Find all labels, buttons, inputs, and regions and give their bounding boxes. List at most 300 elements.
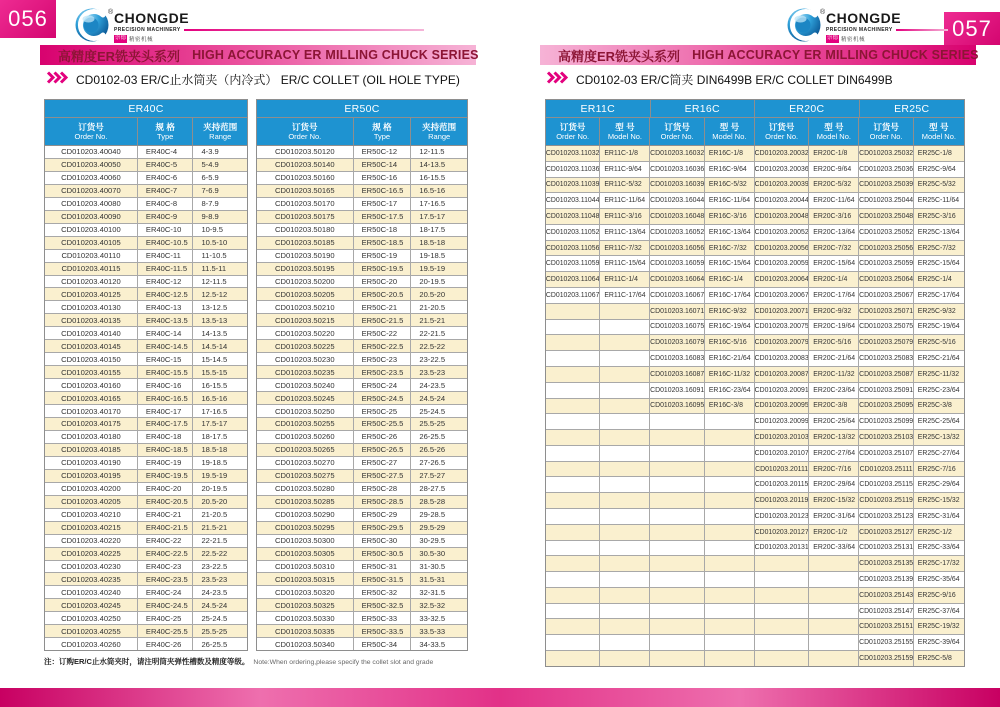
order-no-cell [650, 619, 704, 634]
order-no-cell: CD010203.40175 [45, 418, 138, 430]
order-no-cell: CD010203.20115 [755, 477, 809, 492]
brand-tagline: PRECISION MACHINERY [114, 27, 181, 33]
order-no-cell: CD010203.50320 [257, 586, 354, 598]
model-no-cell: ER25C-37/64 [917, 607, 960, 615]
model-no-cell: ER20C-17/64 [809, 288, 859, 303]
table-row [45, 496, 247, 509]
model-no-cell: ER25C-1/4 [917, 276, 952, 284]
order-no-cell: CD010203.50170 [257, 198, 354, 210]
brand-cn-text: 精密机械 [129, 37, 154, 43]
order-no-cell: CD010203.20091 [755, 383, 809, 398]
range-cell: 34-33.5 [419, 639, 446, 649]
column-header: 订货号 Order No. [546, 118, 600, 145]
model-no-cell: ER25C-35/64 [917, 575, 960, 583]
order-no-cell [546, 509, 600, 524]
model-no-cell [809, 635, 859, 650]
column-header: 规 格 Type [354, 118, 412, 145]
range-cell: 14-13.5 [201, 328, 228, 338]
order-no-cell: CD010203.16036 [650, 162, 704, 177]
model-no-cell: ER25C-17/64 [917, 291, 960, 299]
range-cell: 28.5-28 [419, 497, 446, 507]
model-no-cell: ER25C-3/16 [917, 213, 956, 221]
brand-cn-text: 精密机械 [841, 37, 866, 43]
product-subtitle-right [546, 71, 893, 88]
type-cell: ER50C-18 [354, 224, 412, 236]
order-no-cell [650, 604, 704, 619]
order-no-cell [650, 525, 704, 540]
model-no-cell [705, 414, 755, 429]
column-header: 订货号 Order No. [755, 118, 809, 145]
range-cell: 14.5-14 [201, 341, 228, 351]
order-no-cell: CD010203.40040 [45, 146, 138, 158]
order-no-cell: CD010203.25147 [859, 604, 913, 619]
range-cell: 16.5-16 [201, 393, 228, 403]
range-cell: 28-27.5 [419, 484, 446, 494]
model-no-cell: ER11C-3/16 [600, 209, 650, 224]
order-no-cell: CD010203.40185 [45, 444, 138, 456]
order-no-cell: CD010203.40150 [45, 353, 138, 365]
model-no-cell: ER25C-25/64 [917, 418, 960, 426]
table-row [257, 509, 467, 522]
table-row [45, 379, 247, 392]
globe-icon [786, 7, 822, 43]
order-no-cell: CD010203.25103 [859, 430, 913, 445]
model-no-cell: ER20C-13/32 [809, 430, 859, 445]
table-row [45, 586, 247, 599]
order-no-cell: CD010203.50265 [257, 444, 354, 456]
order-no-cell: CD010203.25111 [859, 462, 913, 477]
order-no-cell [546, 556, 600, 571]
range-cell: 21.5-21 [419, 315, 446, 325]
range-cell: 12.5-12 [201, 289, 228, 299]
order-no-cell: CD010203.25032 [859, 146, 913, 161]
table-row [546, 604, 964, 620]
order-no-cell [546, 351, 600, 366]
type-cell: ER40C-18.5 [138, 444, 194, 456]
order-no-cell: CD010203.25095 [859, 399, 913, 414]
order-no-cell: CD010203.20067 [755, 288, 809, 303]
type-cell: ER40C-5 [138, 159, 194, 171]
table-title: ER20C [755, 100, 860, 117]
table-row [45, 509, 247, 522]
order-no-cell: CD010203.40255 [45, 625, 138, 637]
range-cell: 23-22.5 [419, 354, 446, 364]
order-no-cell: CD010203.25056 [859, 241, 913, 256]
range-cell: 25-24.5 [419, 406, 446, 416]
model-no-cell [705, 651, 755, 666]
range-cell: 7-6.9 [201, 186, 219, 196]
model-no-cell [809, 572, 859, 587]
order-no-cell: CD010203.40235 [45, 573, 138, 585]
table-row [257, 159, 467, 172]
model-no-cell: ER11C-1/4 [600, 272, 650, 287]
type-cell: ER50C-21 [354, 301, 412, 313]
model-no-cell [705, 446, 755, 461]
model-no-cell: ER25C-33/64 [917, 544, 960, 552]
model-no-cell [600, 635, 650, 650]
table-row [45, 457, 247, 470]
order-no-cell: CD010203.16083 [650, 351, 704, 366]
type-cell: ER50C-18.5 [354, 237, 412, 249]
model-no-cell: ER20C-5/32 [809, 178, 859, 193]
page-number-right: 057 [944, 12, 1000, 45]
table-row [546, 178, 964, 194]
brand-cn-chip: 崇德 [115, 35, 127, 42]
order-no-cell: CD010203.50280 [257, 483, 354, 495]
order-no-cell: CD010203.40200 [45, 483, 138, 495]
order-no-cell: CD010203.11052 [546, 225, 600, 240]
range-cell: 16.5-16 [419, 186, 446, 196]
range-cell: 16-15.5 [419, 173, 446, 183]
model-no-cell: ER25C-19/64 [917, 323, 960, 331]
type-cell: ER50C-34 [354, 638, 412, 650]
table-row [546, 477, 964, 493]
range-cell: 18.5-18 [201, 445, 228, 455]
table-row [546, 193, 964, 209]
table-row [546, 635, 964, 651]
table-row [546, 383, 964, 399]
order-no-cell: CD010203.50240 [257, 379, 354, 391]
model-no-cell: ER16C-11/32 [705, 367, 755, 382]
type-cell: ER50C-24 [354, 379, 412, 391]
type-cell: ER40C-21.5 [138, 522, 194, 534]
table-row [257, 625, 467, 638]
type-cell: ER40C-10 [138, 224, 194, 236]
order-no-cell: CD010203.20064 [755, 272, 809, 287]
order-no-cell: CD010203.40245 [45, 599, 138, 611]
range-cell: 18-17.5 [419, 225, 446, 235]
type-cell: ER50C-28 [354, 483, 412, 495]
table-row [45, 638, 247, 650]
table-row [45, 392, 247, 405]
table-row [45, 159, 247, 172]
order-no-cell: CD010203.20059 [755, 256, 809, 271]
type-cell: ER50C-25.5 [354, 418, 412, 430]
order-no-cell: CD010203.50285 [257, 496, 354, 508]
order-no-cell: CD010203.20127 [755, 525, 809, 540]
order-no-cell: CD010203.50140 [257, 159, 354, 171]
table-row [45, 535, 247, 548]
order-no-cell: CD010203.16032 [650, 146, 704, 161]
type-cell: ER40C-17 [138, 405, 194, 417]
model-no-cell: ER20C-11/64 [809, 193, 859, 208]
table-row [45, 573, 247, 586]
order-no-cell [546, 525, 600, 540]
model-no-cell: ER16C-17/64 [705, 288, 755, 303]
order-no-cell: CD010203.50275 [257, 470, 354, 482]
order-no-cell: CD010203.25091 [859, 383, 913, 398]
type-cell: ER40C-8 [138, 198, 194, 210]
table-group-header [257, 100, 467, 118]
order-no-cell: CD010203.25064 [859, 272, 913, 287]
table-row [45, 314, 247, 327]
type-cell: ER40C-6 [138, 172, 194, 184]
model-no-cell: ER20C-15/64 [809, 256, 859, 271]
model-no-cell [809, 556, 859, 571]
order-no-cell: CD010203.50335 [257, 625, 354, 637]
table-body [546, 146, 964, 666]
model-no-cell [705, 462, 755, 477]
range-cell: 20.5-20 [201, 497, 228, 507]
model-no-cell: ER11C-5/32 [600, 178, 650, 193]
table-row [45, 612, 247, 625]
type-cell: ER50C-25 [354, 405, 412, 417]
table-row [45, 431, 247, 444]
order-no-cell: CD010203.25067 [859, 288, 913, 303]
range-cell: 22.5-22 [419, 341, 446, 351]
column-header: 订货号 Order No. [45, 118, 138, 145]
type-cell: ER50C-19 [354, 250, 412, 262]
series-title-en: HIGH ACCURACY ER MILLING CHUCK SERIES [192, 48, 479, 62]
range-cell: 21-20.5 [201, 510, 228, 520]
type-cell: ER40C-16 [138, 379, 194, 391]
table-row [257, 353, 467, 366]
model-no-cell [600, 304, 650, 319]
table-row [546, 225, 964, 241]
range-cell: 19.5-19 [419, 264, 446, 274]
model-no-cell: ER25C-23/64 [917, 386, 960, 394]
order-no-cell [546, 619, 600, 634]
model-no-cell: ER25C-29/64 [917, 481, 960, 489]
order-no-cell [546, 383, 600, 398]
type-cell: ER50C-30.5 [354, 548, 412, 560]
table-row [546, 399, 964, 415]
table-row [45, 288, 247, 301]
model-no-cell [600, 399, 650, 414]
brand-tagline: PRECISION MACHINERY [826, 27, 893, 33]
type-cell: ER40C-22.5 [138, 548, 194, 560]
range-cell: 11-10.5 [201, 251, 227, 261]
type-cell: ER50C-29.5 [354, 522, 412, 534]
product-subtitle-text: CD0102-03 ER/C止水筒夹（内冷式） ER/C COLLET (OIL HOLE TYPE) [76, 73, 460, 87]
footnote [44, 656, 514, 667]
order-no-cell [755, 619, 809, 634]
order-no-cell: CD010203.20079 [755, 335, 809, 350]
model-no-cell: ER16C-5/32 [705, 178, 755, 193]
triple-chevron-icon [546, 71, 569, 89]
order-no-cell: CD010203.25135 [859, 556, 913, 571]
table-row [257, 483, 467, 496]
order-no-cell: CD010203.40120 [45, 276, 138, 288]
model-no-cell [600, 351, 650, 366]
brand-name: CHONGDE [826, 10, 902, 26]
table-row [257, 444, 467, 457]
column-header: 订货号 Order No. [650, 118, 704, 145]
range-cell: 23-22.5 [201, 561, 228, 571]
model-no-cell [705, 588, 755, 603]
order-no-cell: CD010203.11048 [546, 209, 600, 224]
order-no-cell: CD010203.20056 [755, 241, 809, 256]
type-cell: ER50C-21.5 [354, 314, 412, 326]
table-row [45, 327, 247, 340]
model-no-cell: ER25C-9/16 [917, 591, 956, 599]
order-no-cell: CD010203.40165 [45, 392, 138, 404]
model-no-cell: ER20C-7/16 [809, 462, 859, 477]
order-no-cell: CD010203.25079 [859, 335, 913, 350]
order-no-cell [650, 651, 704, 666]
model-no-cell: ER20C-3/8 [809, 399, 859, 414]
range-cell: 12-11.5 [419, 147, 445, 157]
type-cell: ER40C-22 [138, 535, 194, 547]
range-cell: 17-16.5 [201, 406, 228, 416]
type-cell: ER40C-19.5 [138, 470, 194, 482]
order-no-cell: CD010203.20087 [755, 367, 809, 382]
type-cell: ER40C-11.5 [138, 263, 194, 275]
model-no-cell [705, 635, 755, 650]
order-no-cell: CD010203.20107 [755, 446, 809, 461]
model-no-cell: ER25C-11/64 [917, 197, 960, 205]
order-no-cell: CD010203.50220 [257, 327, 354, 339]
order-no-cell: CD010203.40240 [45, 586, 138, 598]
range-cell: 17.5-17 [419, 212, 446, 222]
model-no-cell: ER25C-1/8 [917, 149, 952, 157]
model-no-cell [600, 493, 650, 508]
order-no-cell: CD010203.40220 [45, 535, 138, 547]
order-no-cell: CD010203.20095 [755, 399, 809, 414]
range-cell: 18.5-18 [419, 238, 446, 248]
table-row [257, 638, 467, 650]
range-cell: 27.5-27 [419, 471, 446, 481]
type-cell: ER50C-24.5 [354, 392, 412, 404]
column-header: 型 号 Model No. [600, 118, 650, 145]
order-no-cell: CD010203.40130 [45, 301, 138, 313]
order-no-cell [755, 635, 809, 650]
type-cell: ER50C-26 [354, 431, 412, 443]
range-cell: 17-16.5 [419, 199, 446, 209]
order-no-cell [546, 399, 600, 414]
range-cell: 8-7.9 [201, 199, 219, 209]
model-no-cell: ER25C-21/64 [917, 355, 960, 363]
type-cell: ER50C-22.5 [354, 340, 412, 352]
series-banner-left [40, 45, 479, 65]
order-no-cell: CD010203.25048 [859, 209, 913, 224]
order-no-cell: CD010203.20111 [755, 462, 809, 477]
type-cell: ER40C-16.5 [138, 392, 194, 404]
model-no-cell: ER20C-19/64 [809, 320, 859, 335]
type-cell: ER40C-11 [138, 250, 194, 262]
type-cell: ER50C-14 [354, 159, 412, 171]
table-row [45, 224, 247, 237]
table-row [45, 301, 247, 314]
order-no-cell [755, 588, 809, 603]
order-no-cell: CD010203.20131 [755, 541, 809, 556]
model-no-cell: ER20C-11/32 [809, 367, 859, 382]
order-no-cell: CD010203.50195 [257, 263, 354, 275]
table-header-row [257, 118, 467, 146]
order-no-cell: CD010203.20071 [755, 304, 809, 319]
order-no-cell: CD010203.20039 [755, 178, 809, 193]
order-no-cell: CD010203.25039 [859, 178, 913, 193]
order-no-cell: CD010203.40210 [45, 509, 138, 521]
table-row [45, 340, 247, 353]
type-cell: ER40C-10.5 [138, 237, 194, 249]
column-header: 规 格 Type [138, 118, 194, 145]
model-no-cell: ER20C-3/16 [809, 209, 859, 224]
model-no-cell: ER20C-9/32 [809, 304, 859, 319]
table-body [257, 146, 467, 650]
order-no-cell: CD010203.16095 [650, 399, 704, 414]
table-row [546, 651, 964, 666]
order-no-cell: CD010203.50300 [257, 535, 354, 547]
model-no-cell: ER25C-3/8 [917, 402, 952, 410]
model-no-cell: ER25C-27/64 [917, 449, 960, 457]
table-row [257, 198, 467, 211]
order-no-cell: CD010203.40110 [45, 250, 138, 262]
type-cell: ER40C-20.5 [138, 496, 194, 508]
range-cell: 22-21.5 [201, 536, 228, 546]
order-no-cell: CD010203.40225 [45, 548, 138, 560]
table-row [257, 172, 467, 185]
model-no-cell: ER11C-17/64 [600, 288, 650, 303]
type-cell: ER40C-13.5 [138, 314, 194, 326]
order-no-cell: CD010203.40260 [45, 638, 138, 650]
range-cell: 23.5-23 [201, 574, 228, 584]
column-header: 订货号 Order No. [257, 118, 354, 145]
model-no-cell [600, 462, 650, 477]
table-row [257, 522, 467, 535]
model-no-cell [600, 525, 650, 540]
order-no-cell: CD010203.16067 [650, 288, 704, 303]
order-no-cell: CD010203.25159 [859, 651, 913, 666]
model-no-cell: ER20C-25/64 [809, 414, 859, 429]
order-no-cell: CD010203.40135 [45, 314, 138, 326]
table-title: ER40C [128, 102, 164, 115]
order-no-cell: CD010203.20083 [755, 351, 809, 366]
model-no-cell: ER11C-1/8 [600, 146, 650, 161]
order-no-cell: CD010203.25143 [859, 588, 913, 603]
order-no-cell: CD010203.50340 [257, 638, 354, 650]
type-cell: ER50C-12 [354, 146, 412, 158]
order-no-cell: CD010203.11036 [546, 162, 600, 177]
order-no-cell: CD010203.16048 [650, 209, 704, 224]
model-no-cell [705, 572, 755, 587]
order-no-cell: CD010203.20103 [755, 430, 809, 445]
type-cell: ER50C-33.5 [354, 625, 412, 637]
table-row [257, 457, 467, 470]
order-no-cell [650, 430, 704, 445]
table-row [257, 496, 467, 509]
order-no-cell [546, 446, 600, 461]
type-cell: ER40C-14.5 [138, 340, 194, 352]
order-no-cell: CD010203.11039 [546, 178, 600, 193]
order-no-cell: CD010203.50310 [257, 561, 354, 573]
type-cell: ER40C-19 [138, 457, 194, 469]
range-cell: 19-18.5 [201, 458, 228, 468]
order-no-cell: CD010203.50175 [257, 211, 354, 223]
order-no-cell: CD010203.40060 [45, 172, 138, 184]
range-cell: 31.5-31 [419, 574, 446, 584]
column-header: 型 号 Model No. [705, 118, 755, 145]
type-cell: ER40C-14 [138, 327, 194, 339]
type-cell: ER40C-26 [138, 638, 194, 650]
range-cell: 19-18.5 [419, 251, 446, 261]
table-row [45, 405, 247, 418]
footnote-cn: 注：订购ER/C止水筒夹时，请注明筒夹弹性槽数及精度等级。 [44, 657, 250, 666]
table-row [257, 599, 467, 612]
model-no-cell: ER11C-9/64 [600, 162, 650, 177]
order-no-cell: CD010203.50260 [257, 431, 354, 443]
brand-logo-right [786, 7, 948, 43]
model-no-cell: ER11C-13/64 [600, 225, 650, 240]
table-row [257, 314, 467, 327]
model-no-cell [705, 541, 755, 556]
table-row [257, 470, 467, 483]
page-number-left: 056 [0, 0, 56, 38]
table-row [257, 327, 467, 340]
range-cell: 10.5-10 [201, 238, 228, 248]
type-cell: ER50C-16.5 [354, 185, 412, 197]
model-no-cell: ER25C-13/32 [917, 433, 960, 441]
